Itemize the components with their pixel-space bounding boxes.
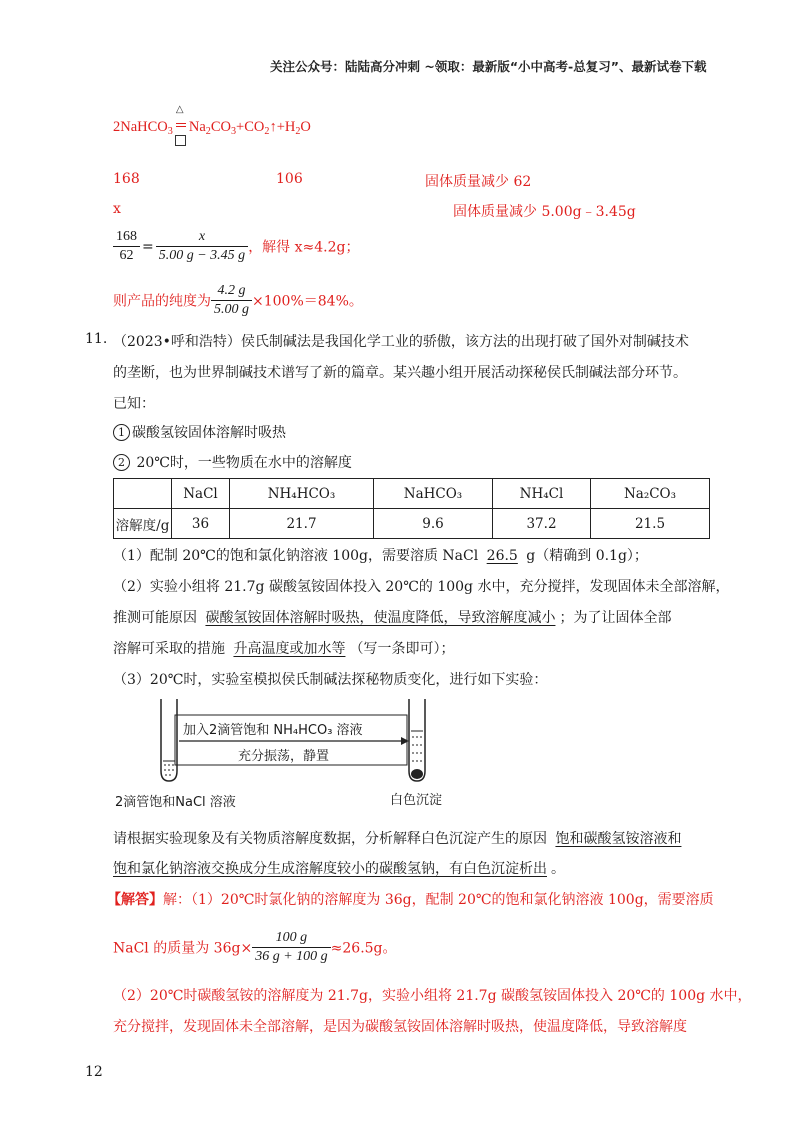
test-tube-icon	[409, 699, 425, 781]
known-label: 已知：	[113, 396, 155, 412]
ratio-mass-loss: 固体质量减少 62	[425, 174, 532, 190]
fraction-x: $\frac{x}{5.00 g - 3.45 g}$	[156, 228, 248, 265]
q2-line-1: （2）实验小组将 21.7g 碳酸氢铵固体投入 20℃的 100g 水中，充分搅拌，发现固体未全部溶解，	[113, 579, 730, 595]
q3b-answer-2: 饱和氯化钠溶液交换成分生成溶解度较小的碳酸氢钠，有白色沉淀析出	[113, 861, 547, 877]
right-tube-label: 白色沉淀	[390, 793, 443, 808]
left-tube-label: 2滴管饱和NaCl 溶液	[115, 795, 236, 810]
page-header: 关注公众号：陆陆高分冲刺 ~领取：最新版“小中高考-总复习”、最新试卷下载	[270, 59, 707, 74]
fraction-purity: $\frac{4.2 g}{5.00 g}$	[211, 282, 252, 319]
question-line-1: （2023•呼和浩特）侯氏制碱法是我国化学工业的骄傲，该方法的出现打破了国外对制碱技术	[113, 334, 689, 350]
q2-line-3: 溶解可采取的措施 升高温度或加水等 （写一条即可）；	[113, 641, 455, 657]
fraction-168-62: $\frac{168}{62}$	[113, 228, 140, 265]
known-item-2: 2 20℃时，一些物质在水中的溶解度	[113, 452, 352, 472]
precipitate-icon	[411, 769, 423, 779]
box-line-1: 加入2滴管饱和 NH₄HCO₃ 溶液	[183, 723, 363, 738]
box-line-2: 充分振荡，静置	[238, 749, 330, 764]
subscript: 2	[205, 126, 211, 137]
product: Na	[188, 119, 206, 135]
product: +H	[276, 119, 296, 135]
answer-line-3: （2）20℃时碳酸氢铵的溶解度为 21.7g，实验小组将 21.7g 碳酸氢铵固体投入 20℃的 100g 水中，	[113, 988, 752, 1004]
answer-line-2: NaCl 的质量为 36g× $\frac{100 g}{36 g + 100 g}$ ≈26.5g。	[113, 930, 397, 964]
arrow-icon	[401, 737, 409, 745]
reactant: 2NaHCO	[113, 119, 168, 135]
q3b-line-1: 请根据实验现象及有关物质溶解度数据，分析解释白色沉淀产生的原因 饱和碳酸氢铵溶液和	[113, 828, 685, 848]
calc-proportion: $\frac{168}{62}$ = $\frac{x}{5.00 g - 3.45 g}$ ，解得 x≈4.2g；	[113, 228, 360, 265]
product: CO	[210, 119, 231, 135]
chemical-equation	[113, 104, 311, 137]
ratio-106: 106	[276, 171, 303, 187]
q2-line-2: 推测可能原因 碳酸氢铵固体溶解时吸热，使温度降低，导致溶解度减小 ；为了让固体全部	[113, 610, 672, 626]
known-item-1: 1 碳酸氢铵固体溶解时吸热	[113, 422, 286, 442]
answer-line-4: 充分搅拌，发现固体未全部溶解，是因为碳酸氢铵固体溶解时吸热，使温度降低，导致溶解度	[113, 1019, 687, 1035]
q3b-answer-1: 饱和碳酸氢铵溶液和	[555, 831, 682, 847]
q2-answer-2: 升高温度或加水等	[233, 641, 346, 657]
reaction-condition	[173, 104, 189, 136]
q1-line: （1）配制 20℃的饱和氯化钠溶液 100g，需要溶质 NaCl 26.5 g（精确到 0.1g）；	[113, 548, 648, 564]
table-row: 溶解度/g 36 21.7 9.6 37.2 21.5	[114, 509, 710, 539]
answer-tag: 【解答】	[107, 892, 163, 908]
var-x: x	[113, 201, 121, 217]
fraction-nacl-mass: $\frac{100 g}{36 g + 100 g}$	[252, 929, 330, 966]
product: O	[300, 119, 311, 135]
subscript: 3	[167, 126, 173, 137]
product: +CO	[236, 119, 265, 135]
question-line-2: 的垄断，也为世界制碱技术谱写了新的篇章。某兴趣小组开展活动探秘侯氏制碱法部分环节。	[113, 365, 687, 381]
table-header-row: NaCl NH₄HCO₃ NaHCO₃ NH₄Cl Na₂CO₃	[114, 479, 710, 509]
q3b-line-2: 饱和氯化钠溶液交换成分生成溶解度较小的碳酸氢钠，有白色沉淀析出 。	[113, 861, 565, 877]
subscript: 3	[230, 126, 237, 137]
page-number: 12	[85, 1064, 103, 1080]
subscript: 2	[264, 126, 270, 137]
calc-purity: 则产品的纯度为 $\frac{4.2 g}{5.00 g}$ ×100%＝84%。	[113, 283, 363, 317]
ratio-168: 168	[113, 171, 140, 187]
q1-answer: 26.5	[486, 548, 518, 564]
q2-answer-1: 碳酸氢铵固体溶解时吸热，使温度降低，导致溶解度减小	[205, 610, 556, 626]
subscript: 2	[295, 126, 301, 137]
heat-symbol: △	[175, 104, 184, 115]
question-number: 11.	[85, 331, 108, 347]
solubility-table	[113, 478, 710, 539]
q3-line: （3）20℃时，实验室模拟侯氏制碱法探秘物质变化，进行如下实验：	[113, 672, 548, 688]
var-mass-loss: 固体质量减少 5.00g﹣3.45g	[453, 204, 636, 220]
box-icon	[175, 135, 186, 146]
experiment-figure	[113, 695, 473, 815]
answer-line-1: 【解答】解：（1）20℃时氯化钠的溶解度为 36g，配制 20℃的饱和氯化钠溶液 100g，需要溶质	[107, 892, 714, 908]
gas-arrow: ↑	[269, 119, 277, 135]
